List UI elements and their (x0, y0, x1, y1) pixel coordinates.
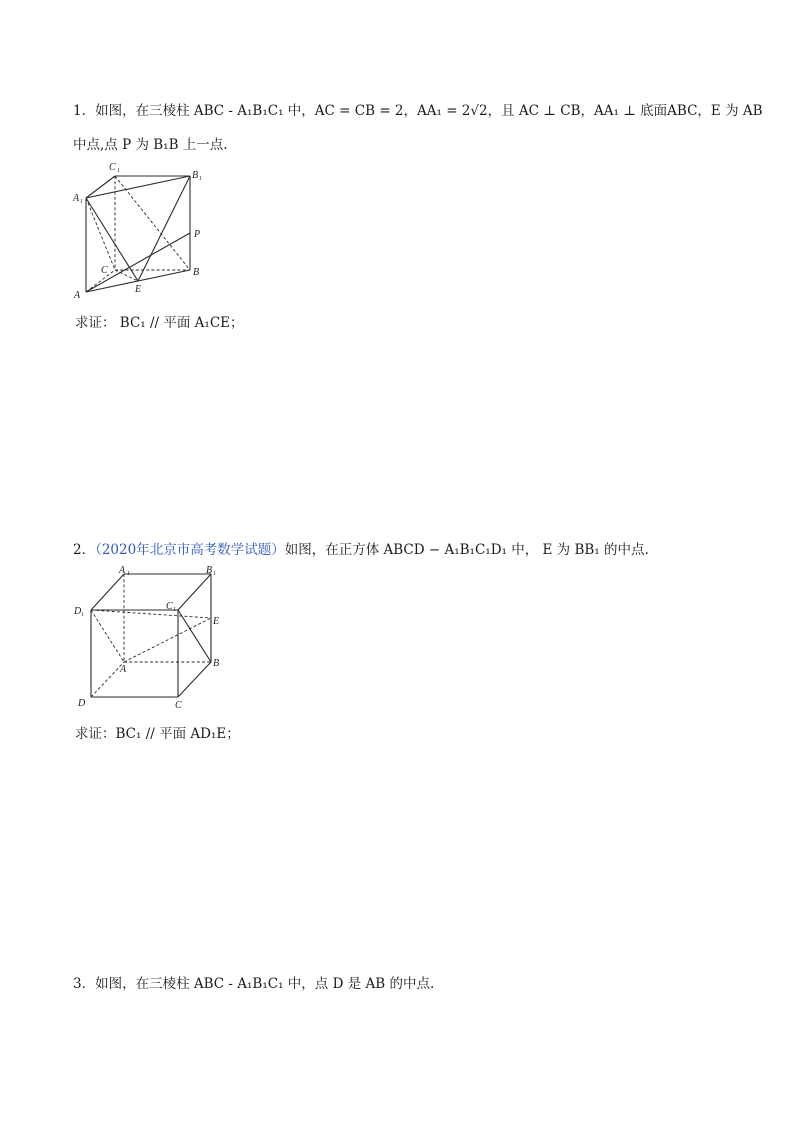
svg-text:1: 1 (199, 176, 202, 182)
svg-text:1: 1 (80, 199, 83, 205)
label-B1: B (206, 565, 213, 576)
problem1-prove: 求证： BC₁ // 平面 A₁CE； (75, 315, 244, 331)
svg-text:1: 1 (213, 571, 216, 577)
problem2-prove: 求证：BC₁ // 平面 AD₁E； (75, 726, 240, 742)
label-C: C (101, 265, 108, 276)
problem1-prism-figure (68, 158, 218, 308)
label-D1: D (74, 606, 82, 617)
label-B1: B (192, 170, 199, 181)
problem2-source: （2020年北京市高考数学试题） (95, 542, 285, 558)
label-P: P (194, 229, 201, 240)
label-C1: C (109, 162, 116, 173)
label-E: E (135, 284, 142, 295)
problem1-line2: 中点,点 P 为 B₁B 上一点. (73, 137, 228, 153)
label-A1: A (119, 565, 126, 576)
label-D: D (78, 698, 86, 709)
label-A1: A (73, 193, 80, 204)
label-B: B (193, 267, 200, 278)
label-B: B (213, 658, 220, 669)
problem2-number: 2． (73, 542, 96, 558)
svg-text:1: 1 (173, 607, 176, 613)
label-A: A (120, 664, 127, 675)
svg-text:1: 1 (127, 571, 130, 577)
label-C: C (175, 700, 182, 711)
svg-text:1: 1 (81, 612, 84, 618)
problem3-statement: 3．如图，在三棱柱 ABC - A₁B₁C₁ 中，点 D 是 AB 的中点. (73, 976, 435, 992)
problem1-line1: 1．如图，在三棱柱 ABC - A₁B₁C₁ 中，AC = CB = 2，AA₁ = 2√2，且 AC ⊥ CB，AA₁ ⊥ 底面ABC，E 为 AB (73, 103, 763, 119)
problem2-text: 如图，在正方体 ABCD − A₁B₁C₁D₁ 中， E 为 BB₁ 的中点. (284, 542, 649, 558)
problem2-cube-figure (68, 562, 238, 712)
label-A: A (74, 290, 81, 301)
label-C1: C (166, 601, 173, 612)
label-E: E (213, 616, 220, 627)
problem2-statement (73, 538, 649, 558)
svg-text:1: 1 (117, 168, 120, 174)
